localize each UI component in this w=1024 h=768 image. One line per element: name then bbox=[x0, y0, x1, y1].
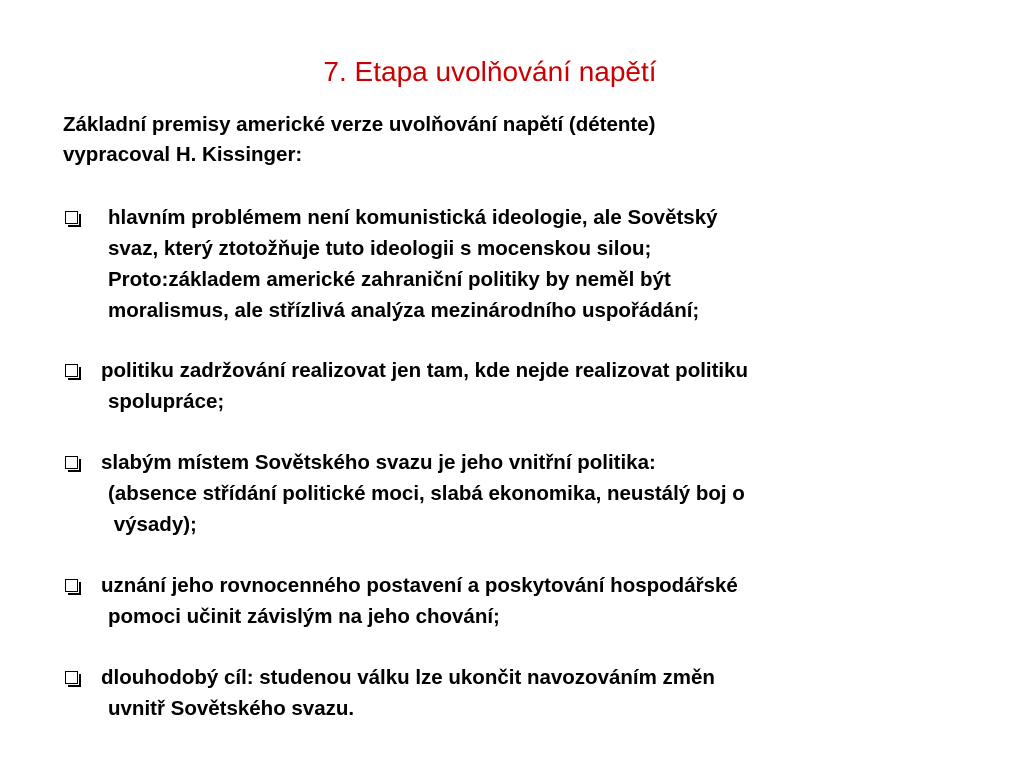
square-bullet-icon bbox=[65, 671, 78, 684]
bullet-line: uvnitř Sovětského svazu. bbox=[108, 697, 355, 720]
bullet-line: hlavním problémem není komunistická ideologie, ale Sovětský bbox=[108, 206, 718, 229]
bullet-line: výsady); bbox=[108, 513, 197, 536]
bullet-line: dlouhodobý cíl: studenou válku lze ukončit navozováním změn bbox=[101, 666, 715, 689]
bullet-line: svaz, který ztotožňuje tuto ideologii s mocenskou silou; bbox=[108, 237, 652, 260]
bullet-line: uznání jeho rovnocenného postavení a poskytování hospodářské bbox=[101, 574, 738, 597]
slide-title: 7. Etapa uvolňování napětí bbox=[323, 56, 657, 87]
intro-line: Základní premisy americké verze uvolňování napětí (détente) bbox=[63, 113, 656, 136]
bullet-line: (absence střídání politické moci, slabá ekonomika, neustálý boj o bbox=[108, 482, 745, 505]
bullet-line: pomoci učinit závislým na jeho chování; bbox=[108, 605, 500, 628]
bullet-line: spolupráce; bbox=[108, 390, 225, 413]
bullet-line: slabým místem Sovětského svazu je jeho vnitřní politika: bbox=[101, 451, 656, 474]
bullet-line: Proto:základem americké zahraniční politiky by neměl být bbox=[108, 268, 671, 291]
intro-line: vypracoval H. Kissinger: bbox=[63, 143, 303, 166]
square-bullet-icon bbox=[65, 456, 78, 469]
square-bullet-icon bbox=[65, 579, 78, 592]
square-bullet-icon bbox=[65, 211, 78, 224]
bullet-line: politiku zadržování realizovat jen tam, kde nejde realizovat politiku bbox=[101, 359, 749, 382]
square-bullet-icon bbox=[65, 364, 78, 377]
bullet-line: moralismus, ale střízlivá analýza mezinárodního uspořádání; bbox=[108, 299, 700, 322]
